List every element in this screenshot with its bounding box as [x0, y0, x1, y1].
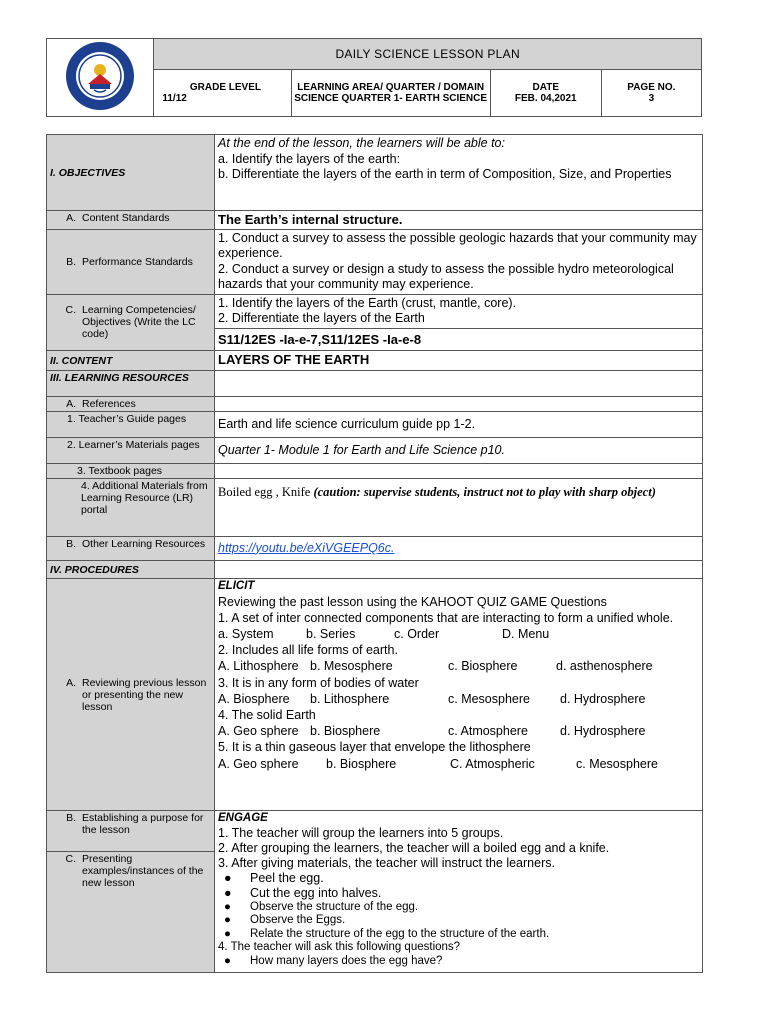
date-label: DATE [532, 82, 559, 93]
engage-heading: ENGAGE [218, 812, 268, 824]
objectives-intro: At the end of the lesson, the learners will be able to: [218, 136, 505, 150]
safety-caution: (caution: supervise students, instruct not to play with sharp object) [313, 485, 656, 499]
content-row [47, 351, 703, 371]
logo-cell [47, 39, 154, 117]
lesson-plan-table [46, 134, 703, 973]
content-label: II. CONTENT [47, 351, 215, 371]
youtube-link[interactable]: https://youtu.be/eXiVGEEPQ6c. [218, 540, 395, 555]
elicit-intro: Reviewing the past lesson using the KAHOOT QUIZ GAME Questions [218, 594, 607, 609]
content-standards-value: The Earth’s internal structure. [215, 211, 703, 230]
bullet-question: ● How many layers does the egg have? [218, 955, 699, 969]
learners-materials-value: Quarter 1- Module 1 for Earth and Life Science p10. [215, 438, 703, 464]
materials-list: Boiled egg , Knife [218, 485, 314, 499]
engage-content [215, 811, 703, 973]
competency-2: 2. Differentiate the layers of the Earth [218, 311, 425, 325]
objectives-value [215, 135, 703, 211]
performance-standards-label: B. Performance Standards [47, 229, 215, 294]
bullet-observe-structure: ● Observe the structure of the egg. [218, 901, 699, 915]
performance-standard-1: 1. Conduct a survey to assess the possible geologic hazards that your community may experience. [218, 230, 697, 260]
other-resources-row [47, 537, 703, 561]
question-3: 3. It is in any form of bodies of water [218, 675, 419, 690]
bullet-relate: ● Relate the structure of the egg to the structure of the earth. [218, 928, 699, 942]
performance-standard-2: 2. Conduct a survey or design a study to assess the possible hydro meteorological hazards that your community may experience. [218, 261, 674, 291]
other-resources-value [215, 537, 703, 561]
content-standards-row [47, 211, 703, 230]
learning-area-label: LEARNING AREA/ QUARTER / DOMAIN [297, 82, 485, 93]
performance-standards-row [47, 229, 703, 294]
question-2-options: A. Lithosphere b. Mesosphere c. Biosphere d. asthenosphere [218, 659, 653, 674]
page-label: PAGE NO. [627, 82, 676, 93]
other-resources-label: B. Other Learning Resources [47, 537, 215, 561]
teachers-guide-row [47, 412, 703, 438]
engage-step-1: 1. The teacher will group the learners into 5 groups. [218, 825, 504, 840]
objectives-row [47, 135, 703, 211]
objective-a: a. Identify the layers of the earth: [218, 151, 401, 166]
grade-level-value: 11/12 [162, 93, 187, 104]
question-5-options: A. Geo sphere b. Biosphere C. Atmospheric c. Mesosphere [218, 756, 658, 771]
engage-step-3: 3. After giving materials, the teacher will instruct the learners. [218, 855, 555, 870]
objectives-label: I. OBJECTIVES [47, 135, 215, 211]
textbook-label: 3. Textbook pages [47, 464, 215, 479]
page-cell [601, 70, 701, 117]
question-4-options: A. Geo sphere b. Biosphere c. Atmosphere d. Hydrosphere [218, 724, 646, 739]
competencies-row [47, 294, 703, 351]
engage-labels [47, 811, 215, 973]
engage-step-4: 4. The teacher will ask this following questions? [218, 941, 461, 953]
learning-resources-row [47, 371, 703, 397]
bullet-icon: ● [224, 870, 232, 885]
date-value: FEB. 04,2021 [514, 93, 577, 104]
learning-resources-label: III. LEARNING RESOURCES [47, 371, 215, 397]
bullet-peel: ● Peel the egg. [218, 871, 699, 886]
grade-level-cell [154, 70, 291, 117]
question-3-options: A. Biosphere b. Lithosphere c. Mesosphere d. Hydrosphere [218, 691, 646, 706]
performance-standards-value [215, 229, 703, 294]
learners-materials-label: 2. Learner’s Materials pages [47, 438, 215, 464]
additional-materials-value [215, 479, 703, 537]
engage-step-2: 2. After grouping the learners, the teacher will a boiled egg and a knife. [218, 840, 610, 855]
content-value: LAYERS OF THE EARTH [215, 351, 703, 371]
teachers-guide-value: Earth and life science curriculum guide pp 1-2. [215, 412, 703, 438]
question-2: 2. Includes all life forms of earth. [218, 643, 398, 658]
question-4: 4. The solid Earth [218, 707, 316, 722]
elicit-heading: ELICIT [218, 580, 255, 592]
bullet-icon: ● [224, 885, 232, 900]
question-1-options: a. System b. Series c. Order D. Menu [218, 626, 550, 641]
competencies-value [215, 294, 703, 351]
elicit-content [215, 579, 703, 811]
references-label: A. References [47, 397, 215, 412]
teachers-guide-label: 1. Teacher’s Guide pages [47, 412, 215, 438]
bullet-icon: ● [224, 927, 231, 940]
procedures-label: IV. PROCEDURES [47, 561, 215, 579]
page-value: 3 [648, 93, 655, 104]
bullet-icon: ● [224, 954, 231, 967]
learning-resources-value [215, 371, 703, 397]
question-1: 1. A set of inter connected components that are interacting to form a unified whole. [218, 610, 674, 625]
bullet-icon: ● [224, 900, 231, 913]
lesson-plan-title: DAILY SCIENCE LESSON PLAN [154, 39, 702, 70]
references-value [215, 397, 703, 412]
content-standards-label: A. Content Standards [47, 211, 215, 230]
engage-row [47, 811, 703, 973]
date-cell [490, 70, 601, 117]
learners-materials-row [47, 438, 703, 464]
lc-code: S11/12ES -Ia-e-7,S11/12ES -Ia-e-8 [218, 331, 422, 347]
competency-1: 1. Identify the layers of the Earth (crust, mantle, core). [218, 295, 517, 310]
deped-seal-icon [64, 40, 136, 112]
reviewing-lesson-label: A. Reviewing previous lesson or presenting the new lesson [47, 579, 215, 811]
competencies-label: C. Learning Competencies/ Objectives (Write the LC code) [47, 294, 215, 351]
purpose-label: B. Establishing a purpose for the lesson [47, 811, 214, 852]
references-row [47, 397, 703, 412]
procedures-value [215, 561, 703, 579]
bullet-icon: ● [224, 914, 231, 926]
additional-materials-label: 4. Additional Materials from Learning Resource (LR) portal [47, 479, 215, 537]
textbook-value [215, 464, 703, 479]
question-5: 5. It is a thin gaseous layer that envelope the lithosphere [218, 740, 531, 755]
examples-label: C. Presenting examples/instances of the new lesson [65, 853, 204, 889]
textbook-row [47, 464, 703, 479]
learning-area-value: SCIENCE QUARTER 1- EARTH SCIENCE [294, 93, 488, 104]
grade-level-label: GRADE LEVEL [189, 82, 262, 93]
objective-b: b. Differentiate the layers of the earth in term of Composition, Size, and Properties [218, 167, 672, 181]
learning-area-cell [291, 70, 490, 117]
header-table [46, 38, 702, 117]
additional-materials-row [47, 479, 703, 537]
elicit-row [47, 579, 703, 811]
bullet-observe-eggs: ● Observe the Eggs. [218, 914, 699, 928]
bullet-cut: ● Cut the egg into halves. [218, 886, 699, 901]
procedures-row [47, 561, 703, 579]
